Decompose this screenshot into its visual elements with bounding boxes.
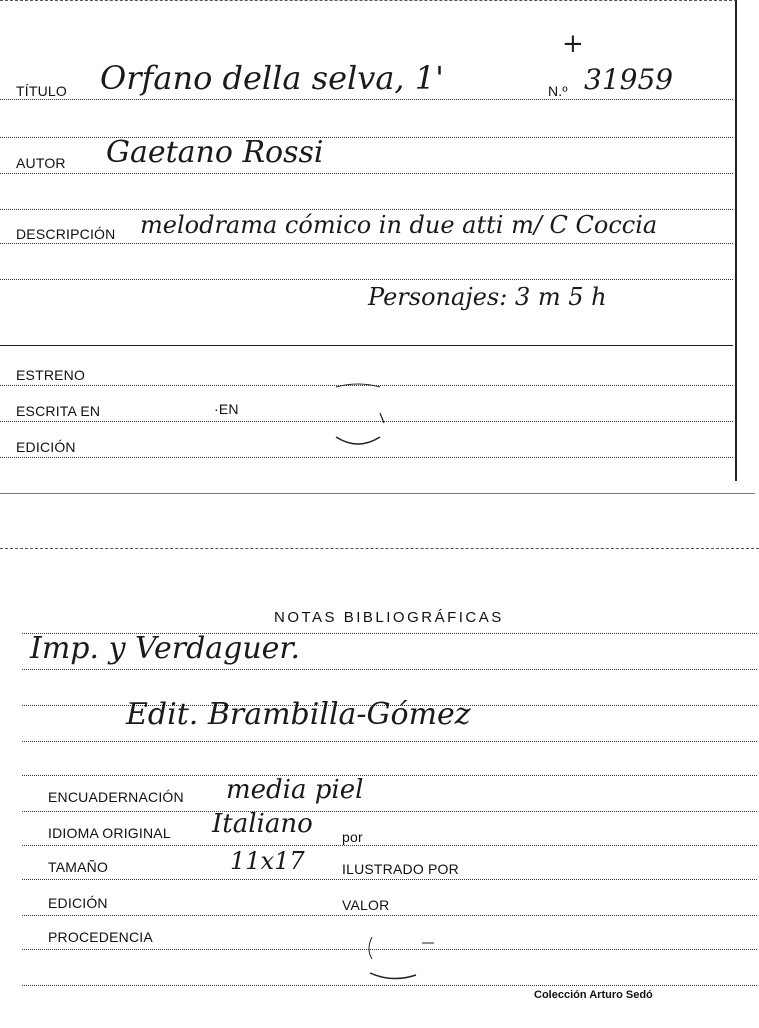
valor-label: VALOR [342,897,390,913]
escrita-label: ESCRITA EN [16,403,101,419]
descripcion-value: melodrama cómico in due atti m/ C Coccia [140,211,658,239]
ruled-line [0,243,733,244]
ruled-line [0,209,733,210]
ruled-line [22,669,757,670]
numero-label: N.º [548,83,568,99]
titulo-label: TÍTULO [16,83,67,99]
numero-value: 31959 [584,63,674,96]
idioma-value: Italiano [212,809,313,839]
encuadernacion-label: ENCUADERNACIÓN [48,789,184,805]
ruled-line [22,775,757,776]
cut-line [0,493,755,494]
note-line-1: Imp. y Verdaguer. [30,631,301,666]
ilustrado-label: ILUSTRADO POR [342,861,459,877]
punch-hole-mark [318,379,408,451]
en-label: ·EN [214,401,239,417]
edicion-label: EDICIÓN [16,439,76,455]
notas-heading: NOTAS BIBLIOGRÁFICAS [274,609,504,626]
ruled-line [0,279,733,280]
edicion-label-back: EDICIÓN [48,895,108,911]
descripcion-label: DESCRIPCIÓN [16,226,116,242]
coleccion-stamp: Colección Arturo Sedó [534,989,653,1001]
ruled-line [0,457,733,458]
personajes-value: Personajes: 3 m 5 h [368,283,607,311]
encuadernacion-value: media piel [226,775,364,805]
catalog-card-back [0,548,759,1019]
catalog-card-front [0,0,737,481]
section-divider [0,345,733,346]
ruled-line [22,845,757,846]
autor-label: AUTOR [16,155,66,171]
procedencia-label: PROCEDENCIA [48,929,153,945]
tamano-label: TAMAÑO [48,859,109,875]
idioma-label: IDIOMA ORIGINAL [48,825,171,841]
ruled-line [0,99,733,100]
numero-mark: + [562,29,584,59]
por-label: por [342,829,363,845]
punch-hole-mark [342,925,442,985]
ruled-line [22,811,757,812]
ruled-line [22,741,757,742]
tamano-value: 11x17 [230,847,305,875]
ruled-line [22,915,757,916]
ruled-line [22,879,757,880]
titulo-value: Orfano della selva, 1' [100,59,444,97]
autor-value: Gaetano Rossi [106,135,324,170]
ruled-line [0,173,733,174]
note-line-2: Edit. Brambilla-Gómez [126,697,471,732]
ruled-line [22,985,757,986]
estreno-label: ESTRENO [16,367,86,383]
